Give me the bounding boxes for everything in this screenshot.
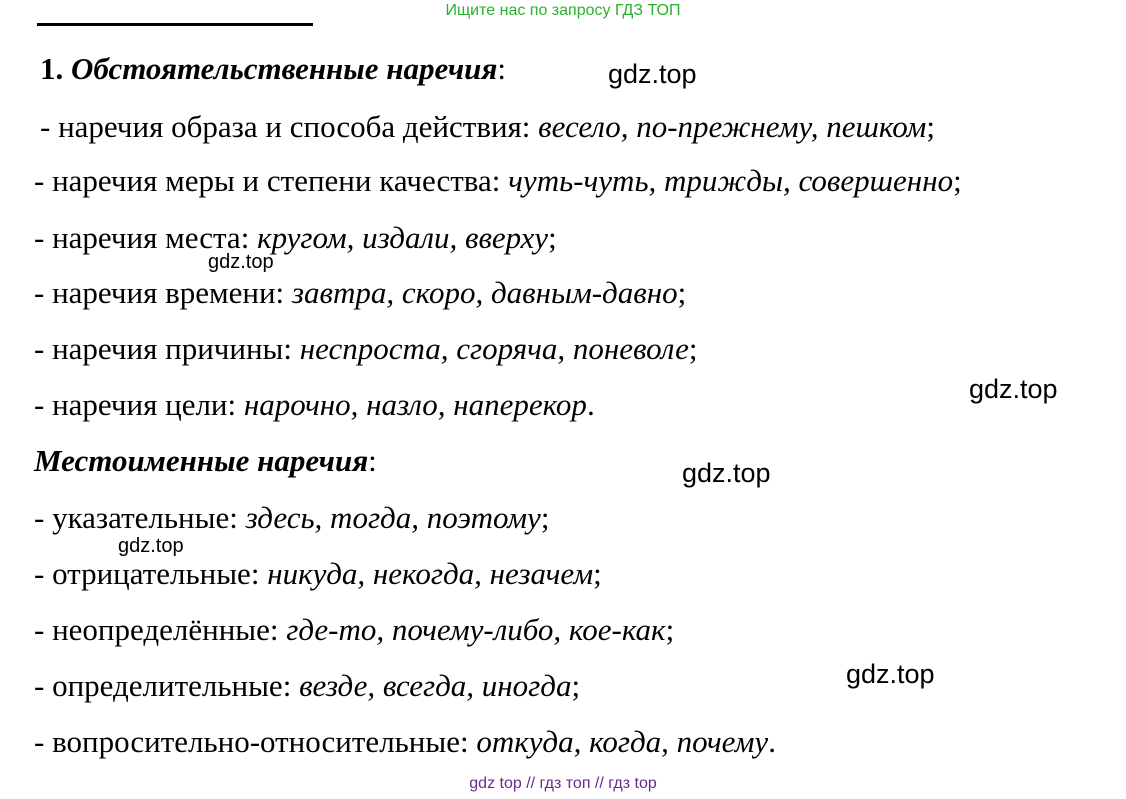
item-end: ; xyxy=(593,556,602,591)
section1-item xyxy=(34,222,557,253)
section1-item xyxy=(34,389,595,420)
section1-item xyxy=(40,111,935,142)
item-label: - определительные: xyxy=(34,668,300,703)
item-end: ; xyxy=(540,500,550,535)
item-examples: завтра, скоро, давным-давно xyxy=(291,275,678,310)
item-label: - наречия цели: xyxy=(34,387,244,422)
section1-item xyxy=(34,165,962,196)
item-end: ; xyxy=(926,109,935,144)
item-label: - наречия меры и степени качества: xyxy=(34,163,509,198)
item-examples: нарочно, назло, наперекор xyxy=(243,387,587,422)
watermark: gdz.top xyxy=(969,374,1058,404)
watermark: gdz.top xyxy=(118,535,184,557)
item-label: - вопросительно-относительные: xyxy=(34,724,477,759)
item-label: - указательные: xyxy=(34,500,246,535)
section1-heading xyxy=(40,53,506,84)
section1-item xyxy=(34,277,686,308)
top-divider-line xyxy=(37,23,313,26)
section2-title: Местоименные наречия xyxy=(34,443,369,478)
watermark: gdz.top xyxy=(846,659,935,689)
item-examples: кругом, издали, вверху xyxy=(257,220,549,255)
watermark: gdz.top xyxy=(682,458,771,488)
item-label: - наречия образа и способа действия: xyxy=(40,109,539,144)
item-examples: никуда, некогда, незачем xyxy=(267,556,594,591)
item-examples: весело, по-прежнему, пешком xyxy=(538,109,927,144)
section2-item xyxy=(34,670,580,701)
item-examples: везде, всегда, иногда xyxy=(299,668,572,703)
section1-item xyxy=(34,333,698,364)
item-label: - наречия времени: xyxy=(34,275,292,310)
item-label: - отрицательные: xyxy=(34,556,268,591)
item-end: ; xyxy=(688,331,698,366)
item-end: ; xyxy=(677,275,687,310)
section2-heading xyxy=(34,445,377,476)
item-examples: неспроста, сгоряча, поневоле xyxy=(299,331,689,366)
item-label: - наречия места: xyxy=(34,220,258,255)
section2-item xyxy=(34,726,776,757)
watermark: gdz.top xyxy=(608,59,697,89)
item-end: ; xyxy=(953,163,962,198)
item-label: - неопределённые: xyxy=(34,612,287,647)
item-end: . xyxy=(586,387,595,422)
item-examples: откуда, когда, почему xyxy=(476,724,769,759)
footer-watermark: gdz top // гдз топ // гдз top xyxy=(469,775,657,792)
section1-title: Обстоятельственные наречия xyxy=(71,51,498,86)
section2-item xyxy=(34,558,602,589)
item-end: ; xyxy=(665,612,675,647)
item-end: . xyxy=(768,724,776,759)
item-end: ; xyxy=(548,220,557,255)
top-banner: Ищите нас по запросу ГДЗ ТОП xyxy=(445,2,681,19)
section1-colon: : xyxy=(497,51,506,86)
watermark: gdz.top xyxy=(208,251,274,273)
item-examples: чуть-чуть, трижды, совершенно xyxy=(508,163,954,198)
item-examples: здесь, тогда, поэтому xyxy=(245,500,541,535)
section2-item xyxy=(34,614,674,645)
section1-number: 1. xyxy=(40,51,64,86)
item-examples: где-то, почему-либо, кое-как xyxy=(286,612,666,647)
section2-item xyxy=(34,502,549,533)
section2-colon: : xyxy=(368,443,377,478)
item-label: - наречия причины: xyxy=(34,331,300,366)
item-end: ; xyxy=(571,668,581,703)
